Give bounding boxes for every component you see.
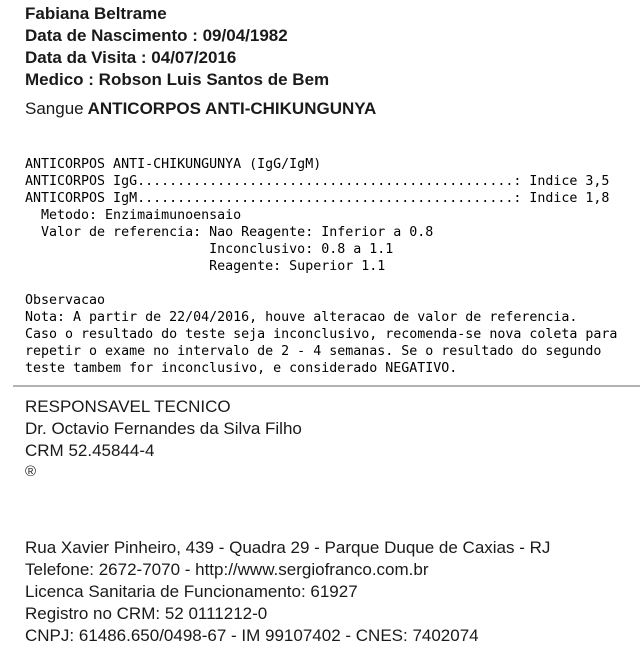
footer-cnpj-line: CNPJ: 61486.650/0498-67 - IM 99107402 - CNES: 7402074	[25, 626, 479, 645]
visit-date-line: Data da Visita : 04/07/2016	[25, 48, 237, 67]
footer-license-line: Licenca Sanitaria de Funcionamento: 61927	[25, 582, 358, 601]
birth-date-line: Data de Nascimento : 09/04/1982	[25, 26, 288, 45]
report-result-igg: ANTICORPOS IgG...............................................: Indice 3,5	[25, 174, 610, 189]
report-body	[25, 156, 617, 377]
report-note-line-1: Nota: A partir de 22/04/2016, houve alteracao de valor de referencia.	[25, 310, 578, 325]
registered-trademark-symbol: ®	[25, 463, 37, 480]
physician-line: Medico : Robson Luis Santos de Bem	[25, 70, 330, 89]
report-result-igm: ANTICORPOS IgM...............................................: Indice 1,8	[25, 191, 610, 206]
section-divider	[13, 385, 640, 387]
report-blank-line	[25, 275, 617, 292]
report-reference-nonreagent: Valor de referencia: Nao Reagente: Inferior a 0.8	[25, 225, 434, 240]
footer-crm-registry-line: Registro no CRM: 52 0111212-0	[25, 604, 268, 623]
report-section-title: ANTICORPOS ANTI-CHIKUNGUNYA (IgG/IgM)	[25, 157, 322, 172]
lab-footer-block	[25, 537, 550, 647]
patient-name: Fabiana Beltrame	[25, 4, 167, 23]
report-note-line-2: Caso o resultado do teste seja inconclusivo, recomenda-se nova coleta para	[25, 327, 618, 342]
report-note-line-3: repetir o exame no intervalo de 2 - 4 semanas. Se o resultado do segundo	[25, 344, 602, 359]
report-reference-inconclusive: Inconclusivo: 0.8 a 1.1	[25, 242, 394, 257]
report-method-line: Metodo: Enzimaimunoensaio	[25, 208, 242, 223]
report-observation-title: Observacao	[25, 293, 106, 308]
sample-type-label: Sangue	[25, 99, 84, 118]
technical-responsible-block	[25, 396, 302, 482]
report-note-line-4: teste tambem for inconclusivo, e considerado NEGATIVO.	[25, 361, 458, 376]
footer-address-line: Rua Xavier Pinheiro, 439 - Quadra 29 - Parque Duque de Caxias - RJ	[25, 538, 551, 557]
patient-header	[25, 3, 329, 91]
exam-header	[25, 98, 376, 120]
technical-responsible-crm: CRM 52.45844-4	[25, 441, 155, 460]
report-reference-reagent: Reagente: Superior 1.1	[25, 259, 386, 274]
exam-title: ANTICORPOS ANTI-CHIKUNGUNYA	[87, 99, 377, 118]
technical-responsible-title: RESPONSAVEL TECNICO	[25, 397, 231, 416]
technical-responsible-doctor: Dr. Octavio Fernandes da Silva Filho	[25, 419, 302, 438]
footer-phone-website-line: Telefone: 2672-7070 - http://www.sergiofranco.com.br	[25, 560, 429, 579]
